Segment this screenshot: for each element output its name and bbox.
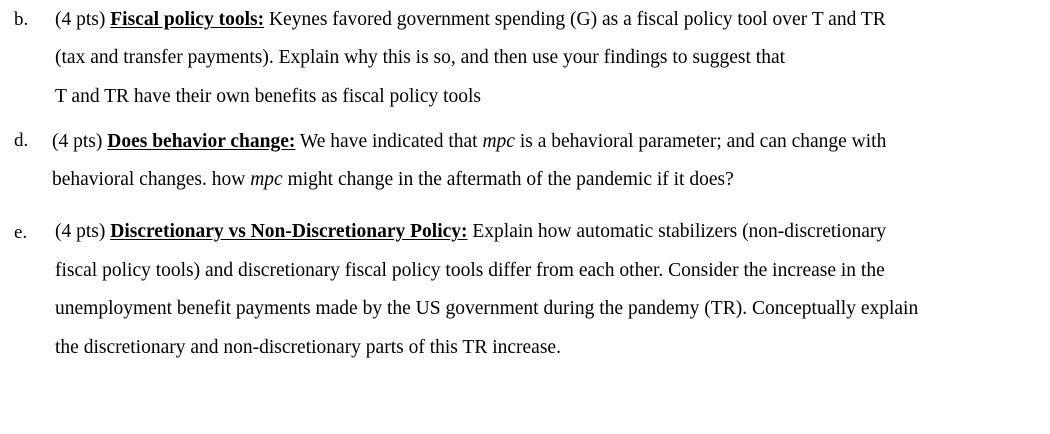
question-text: Keynes favored government spending (G) as a fiscal policy tool over T and TR — [264, 9, 886, 30]
question-marker: b. — [14, 9, 29, 30]
question-b-line-1 — [55, 8, 886, 32]
question-e-line-2: fiscal policy tools) and discretionary fiscal policy tools differ from each other. Consider the increase in the — [55, 260, 885, 281]
mpc-term: mpc — [250, 169, 283, 190]
question-title: Fiscal policy tools: — [110, 9, 265, 30]
question-b-line-3: T and TR have their own benefits as fiscal policy tools — [55, 86, 482, 107]
question-text: behavioral changes. how — [52, 169, 251, 190]
question-d-line-2 — [52, 168, 734, 192]
question-title: Discretionary vs Non-Discretionary Policy: — [110, 221, 468, 242]
question-text: Explain how automatic stabilizers (non-discretionary — [467, 221, 887, 242]
question-b-line-2: (tax and transfer payments). Explain why this is so, and then use your findings to suggest that — [55, 47, 786, 68]
question-e-line-1 — [55, 220, 886, 244]
question-marker: e. — [14, 222, 28, 243]
question-marker: d. — [14, 130, 29, 151]
question-text: might change in the aftermath of the pandemic if it does? — [282, 169, 734, 190]
points-label: (4 pts) — [55, 9, 106, 30]
question-text: We have indicated that — [295, 131, 483, 152]
points-label: (4 pts) — [55, 221, 106, 242]
question-d-line-1 — [52, 130, 886, 154]
question-text: is a behavioral parameter; and can change with — [514, 131, 887, 152]
question-e-line-4: the discretionary and non-discretionary parts of this TR increase. — [55, 337, 561, 358]
question-title: Does behavior change: — [107, 131, 296, 152]
mpc-term: mpc — [482, 131, 515, 152]
question-e-line-3: unemployment benefit payments made by the US government during the pandemy (TR). Conceptually explain — [55, 298, 919, 319]
points-label: (4 pts) — [52, 131, 103, 152]
